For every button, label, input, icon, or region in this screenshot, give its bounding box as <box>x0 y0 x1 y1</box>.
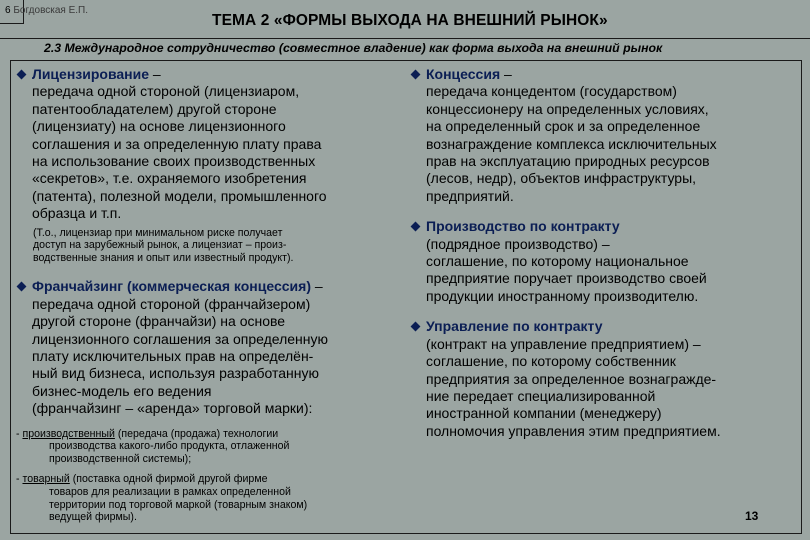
contract-production-heading: Производство по контракту <box>426 218 620 235</box>
commodity-line: ведущей фирмы). <box>49 511 137 524</box>
note-line: водственные знания и опыт или известный продукт). <box>33 251 294 264</box>
production-franchise-item <box>16 428 406 466</box>
production-line: производственной системы); <box>49 452 192 465</box>
licensing-line: соглашения и за определенную плату права <box>32 135 322 152</box>
right-column <box>410 66 800 444</box>
franchising-line: бизнес-модель его ведения <box>32 382 212 399</box>
franchising-heading: Франчайзинг (коммерческая концессия) <box>32 278 311 295</box>
concession-line: прав на эксплуатацию природных ресурсов <box>426 153 710 170</box>
author-label <box>5 5 88 16</box>
concession-line: (лесов, недр), объектов инфраструктуры, <box>426 170 697 187</box>
concession-line: на определенный срок и за определенное <box>426 118 701 135</box>
management-contract-line: (контракт на управление предприятием) – <box>426 335 701 352</box>
production-first-line: (передача (продажа) технологии <box>114 427 279 440</box>
concession-block <box>410 66 800 205</box>
concession-dash: – <box>500 66 512 82</box>
dash-mark: - <box>16 427 23 440</box>
bullet-diamond-icon <box>17 70 27 80</box>
licensing-line: (лицензиату) на основе лицензионного <box>32 118 286 135</box>
note-line: доступ на зарубежный рынок, а лицензиат – произ- <box>33 239 287 252</box>
concession-line: вознаграждение комплекса исключительных <box>426 135 717 152</box>
note-line: (Т.о., лицензиар при минимальном риске получает <box>33 226 283 239</box>
contract-production-line: продукции иностранному производителю. <box>426 287 699 304</box>
header-divider <box>0 38 810 39</box>
licensing-note <box>33 227 406 265</box>
franchising-line: лицензионного соглашения за определенную <box>32 330 328 347</box>
management-contract-block <box>410 318 800 440</box>
management-contract-line: иностранной компании (менеджеру) <box>426 405 662 422</box>
page-number: 13 <box>745 509 759 523</box>
production-term: производственный <box>22 427 115 440</box>
contract-production-line: соглашение, по которому национальное <box>426 253 689 270</box>
bullet-diamond-icon <box>411 70 421 80</box>
contract-production-block <box>410 218 800 305</box>
slide-title: ТЕМА 2 «ФОРМЫ ВЫХОДА НА ВНЕШНИЙ РЫНОК» <box>212 12 608 29</box>
concession-line: передача концедентом (государством) <box>426 83 677 100</box>
management-contract-line: соглашение, по которому собственник <box>426 353 676 370</box>
franchising-block <box>16 278 406 417</box>
bullet-diamond-icon <box>411 322 421 332</box>
licensing-line: образца и т.п. <box>32 205 122 222</box>
licensing-line: «секретов», т.е. охраняемого изобретения <box>32 170 307 187</box>
management-contract-line: полномочия управления этим предприятием. <box>426 422 721 439</box>
franchising-line: ный вид бизнеса, используя разработанную <box>32 365 319 382</box>
management-contract-line: предприятия за определенное вознагражде- <box>426 370 717 387</box>
franchising-line: плату исключительных прав на определён- <box>32 348 314 365</box>
licensing-line: патентообладателем) другой стороне <box>32 100 277 117</box>
bullet-diamond-icon <box>17 282 27 292</box>
commodity-line: территории под торговой маркой (товарным знаком) <box>49 498 308 511</box>
management-contract-heading: Управление по контракту <box>426 318 603 335</box>
concession-line: предприятий. <box>426 187 514 204</box>
production-line: производства какого-либо продукта, отлаженной <box>49 440 290 453</box>
commodity-first-line: (поставка одной фирмой другой фирме <box>69 473 268 486</box>
concession-line: концессионеру на определенных условиях, <box>426 100 709 117</box>
franchising-line: другой стороне (франчайзи) на основе <box>32 313 286 330</box>
slide-subtitle: 2.3 Международное сотрудничество (совместное владение) как форма выхода на внешний рынок <box>44 41 663 55</box>
bullet-diamond-icon <box>411 222 421 232</box>
management-contract-line: ние передает специализированной <box>426 387 656 404</box>
commodity-term: товарный <box>22 473 70 486</box>
licensing-block <box>16 66 406 223</box>
slide-number: 6 <box>5 5 11 16</box>
licensing-line: (патента), полезной модели, промышленного <box>32 187 327 204</box>
licensing-line: на использование своих производственных <box>32 153 316 170</box>
licensing-dash: – <box>149 66 161 82</box>
contract-production-line: (подрядное производство) – <box>426 235 610 252</box>
commodity-franchise-item <box>16 473 406 523</box>
commodity-line: товаров для реализации в рамках определенной <box>49 486 291 499</box>
contract-production-line: предприятие поручает производство своей <box>426 270 707 287</box>
licensing-line: передача одной стороной (лицензиаром, <box>32 83 300 100</box>
dash-mark: - <box>16 473 23 486</box>
franchising-line: передача одной стороной (франчайзером) <box>32 295 311 312</box>
licensing-heading: Лицензирование <box>32 66 150 82</box>
franchising-line: (франчайзинг – «аренда» торговой марки): <box>32 400 313 417</box>
left-column <box>16 66 406 532</box>
franchising-dash: – <box>310 278 323 295</box>
concession-heading: Концессия <box>426 66 501 82</box>
author-name: Богдовская Е.П. <box>13 5 89 16</box>
